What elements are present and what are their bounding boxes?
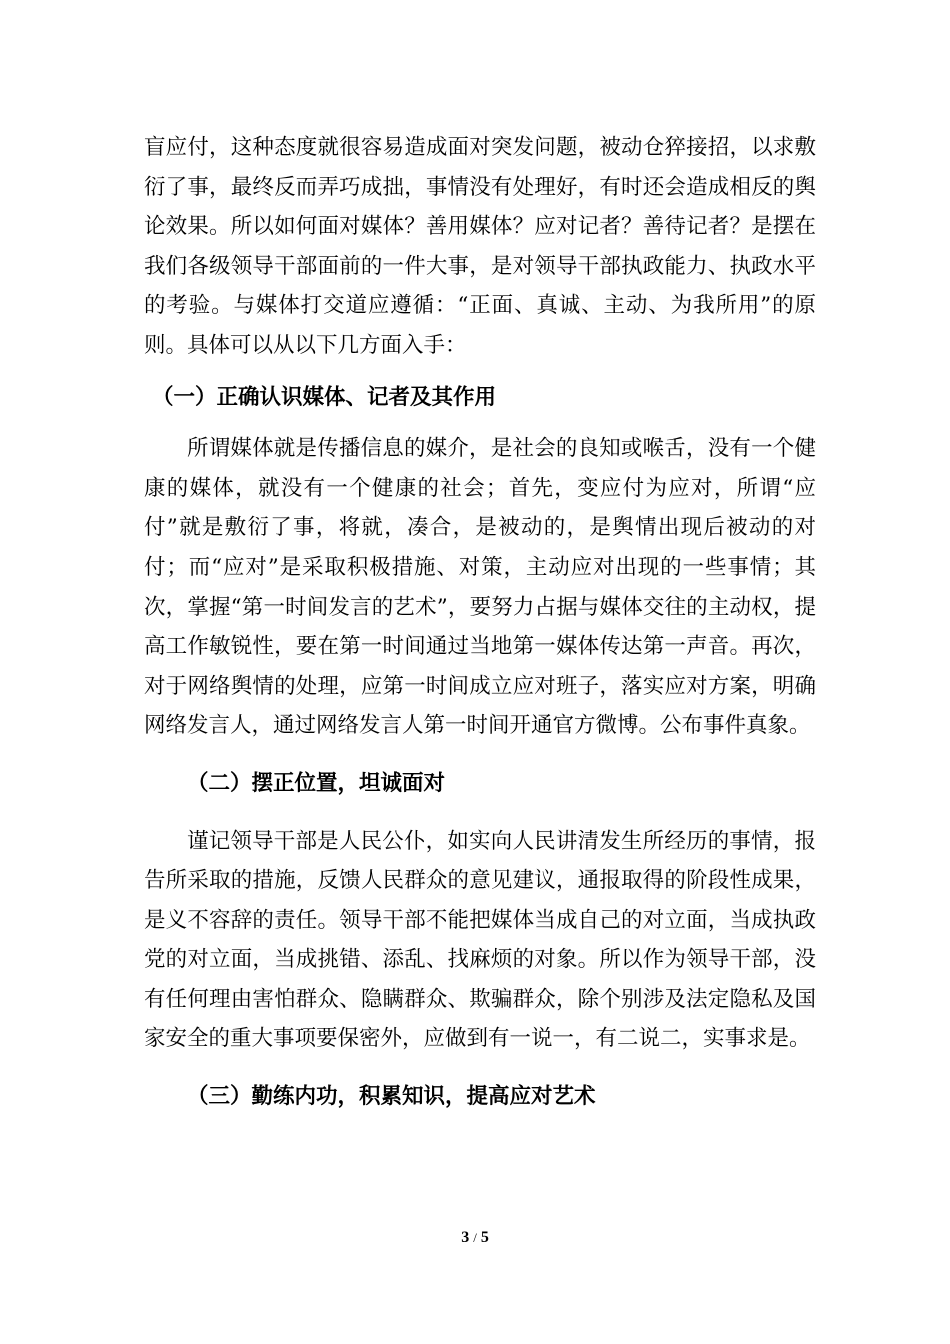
page-separator: / [473,1230,477,1245]
total-pages-number: 5 [480,1229,489,1246]
current-page-number: 3 [461,1229,470,1246]
page-number [0,1228,950,1248]
section-heading: （二）摆正位置，坦诚面对 [187,770,446,796]
body-paragraph: 谨记领导干部是人民公仆，如实向人民讲清发生所经历的事情，报告所采取的措施，反馈人民群众的意见建议，通报取得的阶段性成果，是义不容辞的责任。领导干部不能把媒体当成自己的对立面，当成执政党的对立面，当成挑错、添乱、找麻烦的对象。所以作为领导干部，没有任何理由害怕群众、隐瞒群众、欺骗群众，除个别涉及法定隐私及国家安全的重大事项要保密外，应做到有一说一，有二说二，实事求是。 [144,828,816,1052]
document-body [144,128,816,1117]
body-paragraph: 盲应付，这种态度就很容易造成面对突发问题，被动仓猝接招，以求敷衍了事，最终反而弄巧成拙，事情没有处理好，有时还会造成相反的舆论效果。所以如何面对媒体？善用媒体？应对记者？善待记者？是摆在我们各级领导干部面前的一件大事，是对领导干部执政能力、执政水平的考验。与媒体打交道应遵循：“正面、真诚、主动、为我所用”的原则。具体可以从以下几方面入手： [144,135,816,358]
body-paragraph: 所谓媒体就是传播信息的媒介，是社会的良知或喉舌，没有一个健康的媒体，就没有一个健康的社会；首先，变应付为应对，所谓“应付”就是敷衍了事，将就，凑合，是被动的，是舆情出现后被动的对付；而“应对”是采取积极措施、对策，主动应对出现的一些事情；其次，掌握“第一时间发言的艺术”，要努力占据与媒体交往的主动权，提高工作敏锐性，要在第一时间通过当地第一媒体传达第一声音。再次，对于网络舆情的处理，应第一时间成立应对班子，落实应对方案，明确网络发言人，通过网络发言人第一时间开通官方微博。公布事件真象。 [144,436,816,739]
section-heading: （一）正确认识媒体、记者及其作用 [152,384,497,410]
section-heading: （三）勤练内功，积累知识，提高应对艺术 [187,1084,596,1110]
